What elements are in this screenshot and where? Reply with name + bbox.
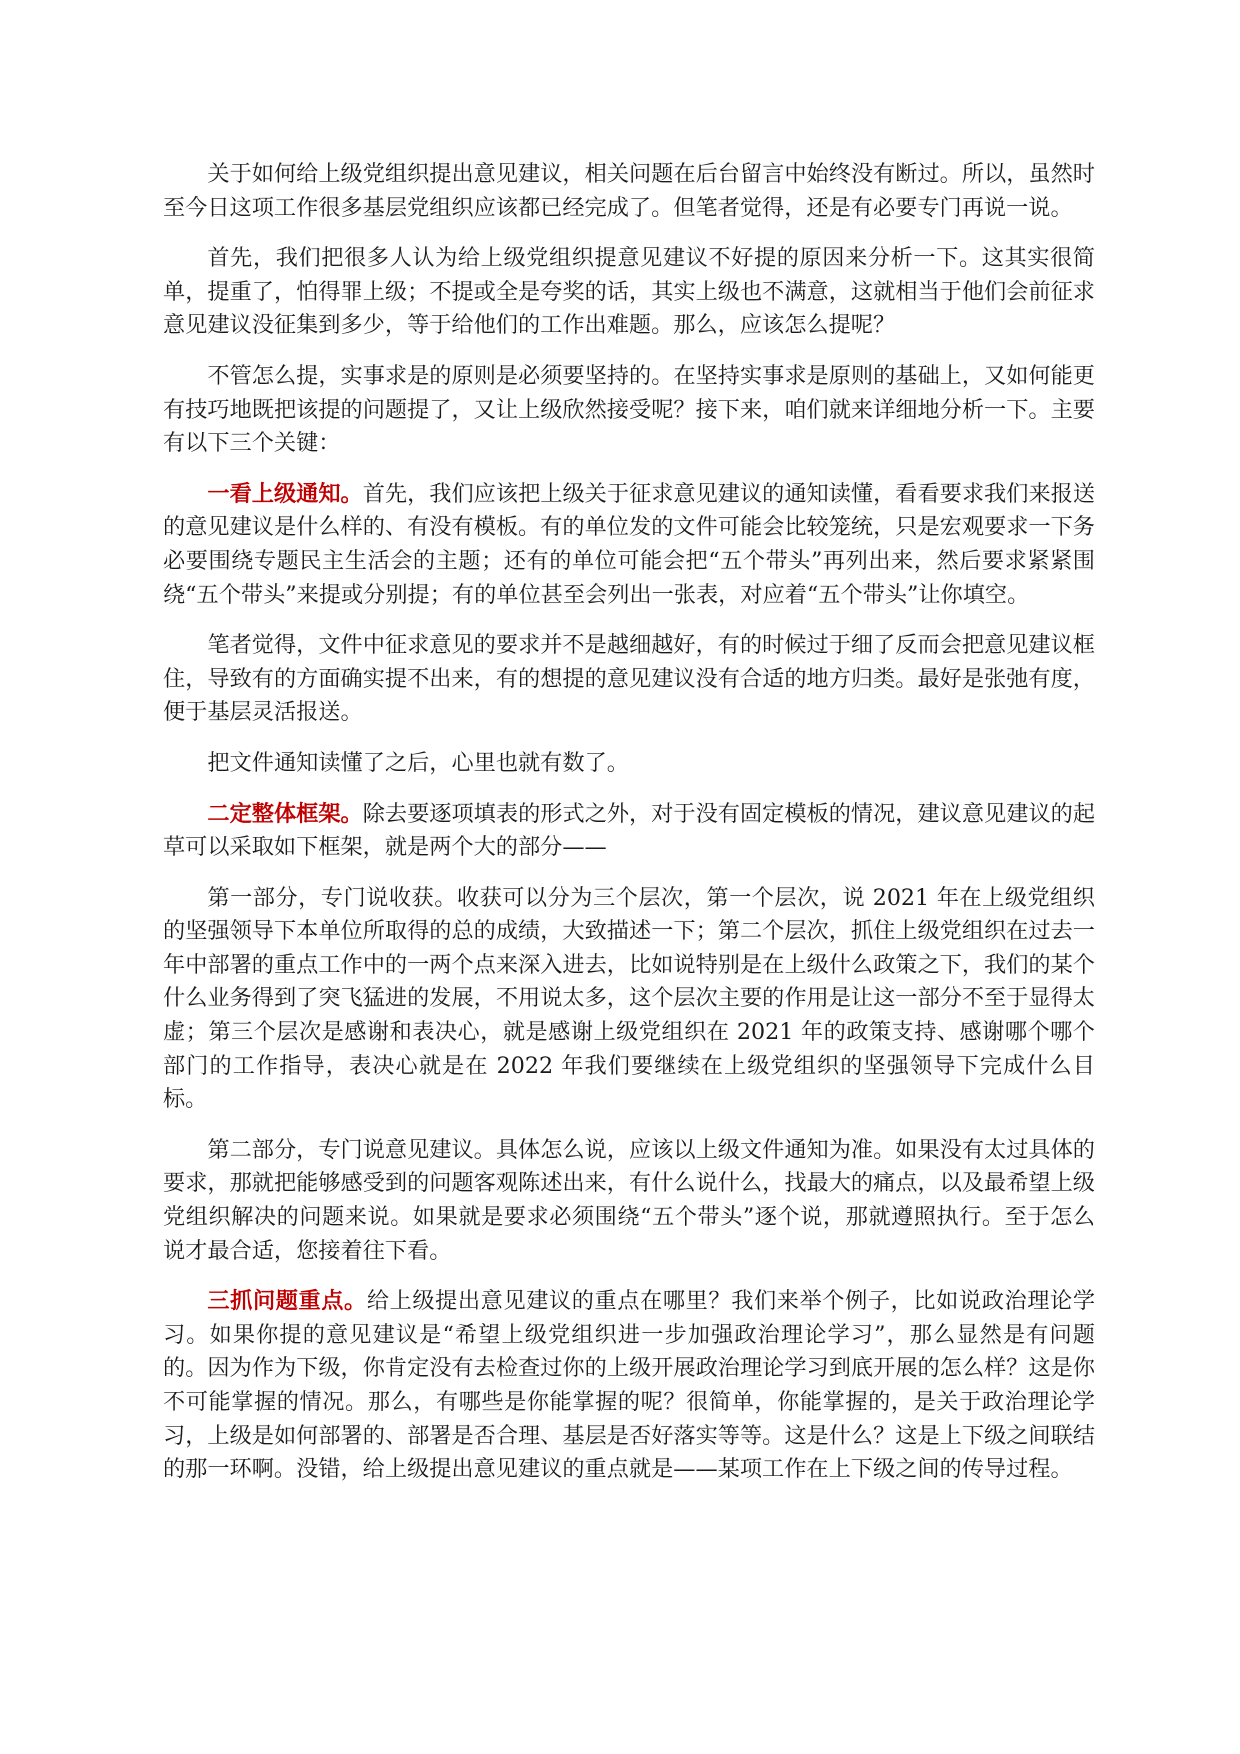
paragraph-part-two <box>163 1134 1095 1268</box>
paragraph-understood <box>163 747 1095 781</box>
paragraph-intro <box>163 158 1095 225</box>
paragraph-text: 笔者觉得，文件中征求意见的要求并不是越细越好，有的时候过于细了反而会把意见建议框住，导致有的方面确实提不出来，有的想提的意见建议没有合适的地方归类。最好是张弛有度，便于基层灵活报送。 <box>163 632 1095 726</box>
paragraph-text: 第二部分，专门说意见建议。具体怎么说，应该以上级文件通知为准。如果没有太过具体的要求，那就把能够感受到的问题客观陈述出来，有什么说什么，找最大的痛点，以及最希望上级党组织解决的问题来说。如果就是要求必须围绕“五个带头”逐个说，那就遵照执行。至于怎么说才最合适，您接着往下看。 <box>163 1136 1095 1264</box>
paragraph-text: 给上级提出意见建议的重点在哪里？我们来举个例子，比如说政治理论学习。如果你提的意见建议是“希望上级党组织进一步加强政治理论学习”，那么显然是有问题的。因为作为下级，你肯定没有去检查过你的上级开展政治理论学习到底开展的怎么样？这是你不可能掌握的情况。那么，有哪些是你能掌握的呢？很简单，你能掌握的，是关于政治理论学习，上级是如何部署的、部署是否合理、基层是否好落实等等。这是什么？这是上下级之间联结的那一环啊。没错，给上级提出意见建议的重点就是——某项工作在上下级之间的传导过程。 <box>163 1288 1096 1483</box>
paragraph-text: 把文件通知读懂了之后，心里也就有数了。 <box>207 749 629 776</box>
paragraph-text: 首先，我们把很多人认为给上级党组织提意见建议不好提的原因来分析一下。这其实很简单，提重了，怕得罪上级；不提或全是夸奖的话，其实上级也不满意，这就相当于他们会前征求意见建议没征集到多少，等于给他们的工作出难题。那么，应该怎么提呢？ <box>163 245 1095 339</box>
paragraph-text: 第一部分，专门说收获。收获可以分为三个层次，第一个层次，说 2021 年在上级党组织的坚强领导下本单位所取得的总的成绩，大致描述一下；第二个层次，抓住上级党组织在过去一年中部署的重点工作中的一两个点来深入进去，比如说特别是在上级什么政策之下，我们的某个什么业务得到了突飞猛进的发展，不用说太多，这个层次主要的作用是让这一部分不至于显得太虚；第三个层次是感谢和表决心，就是感谢上级党组织在 2021 年的政策支持、感谢哪个哪个部门的工作指导，表决心就是在 2022 年我们要继续在上级党组织的坚强领导下完成什么目标。 <box>163 884 1095 1113</box>
paragraph-part-one <box>163 882 1095 1117</box>
key-point-heading-one: 一看上级通知。 <box>207 480 363 507</box>
paragraph-text: 不管怎么提，实事求是的原则是必须要坚持的。在坚持实事求是原则的基础上，又如何能更有技巧地既把该提的问题提了，又让上级欣然接受呢？接下来，咱们就来详细地分析一下。主要有以下三个关键： <box>163 362 1095 457</box>
paragraph-key-two <box>163 798 1095 865</box>
paragraph-principle <box>163 360 1095 461</box>
document-body <box>163 158 1095 1487</box>
paragraph-text: 关于如何给上级党组织提出意见建议，相关问题在后台留言中始终没有断过。所以，虽然时至今日这项工作很多基层党组织应该都已经完成了。但笔者觉得，还是有必要专门再说一说。 <box>163 161 1095 221</box>
paragraph-key-three <box>163 1285 1095 1487</box>
paragraph-text: 首先，我们应该把上级关于征求意见建议的通知读懂，看看要求我们来报送的意见建议是什么样的、有没有模板。有的单位发的文件可能会比较笼统，只是宏观要求一下务必要围绕专题民主生活会的主题；还有的单位可能会把“五个带头”再列出来，然后要求紧紧围绕“五个带头”来提或分别提；有的单位甚至会列出一张表，对应着“五个带头”让你填空。 <box>163 480 1096 608</box>
paragraph-key-one <box>163 478 1095 612</box>
paragraph-text: 除去要逐项填表的形式之外，对于没有固定模板的情况，建议意见建议的起草可以采取如下框架，就是两个大的部分—— <box>163 800 1096 861</box>
paragraph-opinion <box>163 629 1095 730</box>
key-point-heading-three: 三抓问题重点。 <box>207 1288 367 1315</box>
key-point-heading-two: 二定整体框架。 <box>207 800 363 827</box>
paragraph-reasons <box>163 242 1095 343</box>
